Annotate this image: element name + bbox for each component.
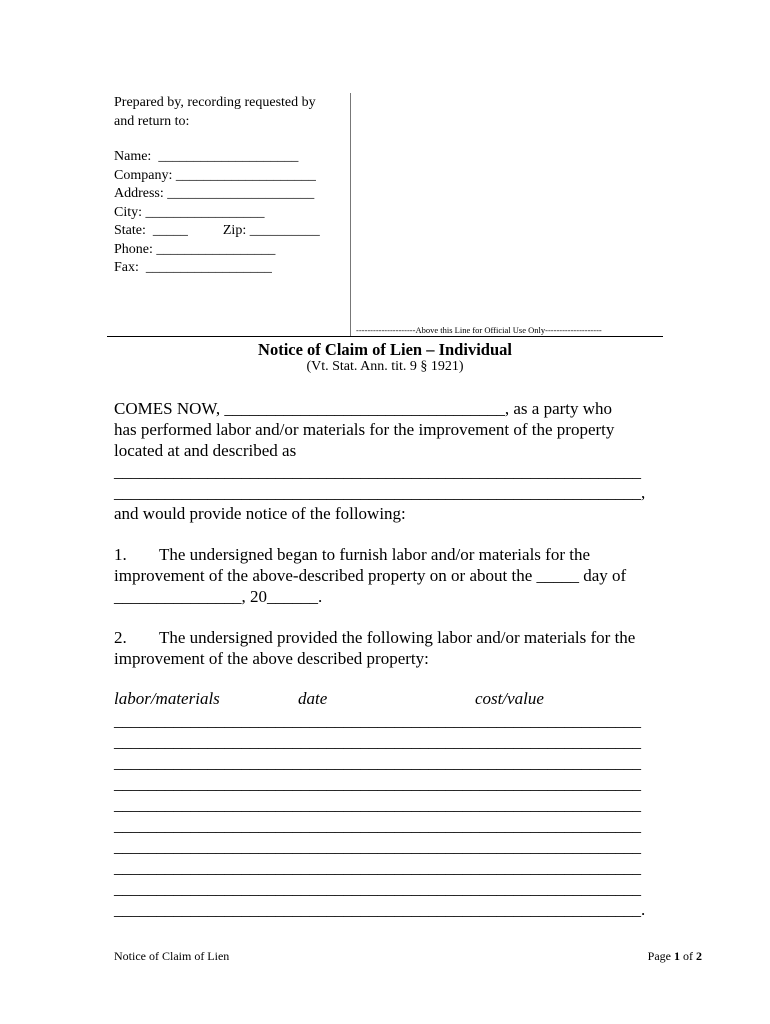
state-zip-field: State: _____ Zip: __________ bbox=[114, 223, 320, 238]
footer-title: Notice of Claim of Lien bbox=[114, 949, 230, 963]
item-2-number: 2. bbox=[114, 628, 127, 647]
company-field: Company: ____________________ bbox=[114, 167, 316, 183]
intro-line-1: COMES NOW, _________________________________, as a party who bbox=[114, 399, 613, 418]
item-1-line-1: The undersigned began to furnish labor and/or materials for the bbox=[159, 545, 591, 564]
official-use-line: ---------------------Above this Line for Official Use Only-------------------- bbox=[356, 325, 602, 335]
table-line: ______________________________________________________________ bbox=[114, 795, 641, 814]
table-line: ______________________________________________________________ bbox=[114, 732, 641, 751]
prepared-by-label: Prepared by, recording requested by bbox=[114, 95, 316, 110]
item-2-line-2: improvement of the above described property: bbox=[114, 649, 429, 668]
item-1-number: 1. bbox=[114, 545, 127, 564]
property-blank-1: ______________________________________________________________ bbox=[114, 462, 641, 481]
page-of: of bbox=[680, 949, 696, 963]
table-line: ______________________________________________________________ bbox=[114, 837, 641, 856]
column-cost-value: cost/value bbox=[475, 689, 544, 708]
item-1-line-3: _______________, 20______. bbox=[114, 587, 323, 606]
page-current: 1 bbox=[674, 949, 680, 963]
intro-line-3: located at and described as bbox=[114, 441, 297, 460]
table-line: ______________________________________________________________. bbox=[114, 900, 646, 919]
address-field: Address: _____________________ bbox=[114, 186, 315, 201]
intro-line-2: has performed labor and/or materials for the improvement of the property bbox=[114, 420, 615, 439]
column-labor-materials: labor/materials bbox=[114, 689, 220, 708]
page-prefix: Page bbox=[647, 949, 674, 963]
table-line: ______________________________________________________________ bbox=[114, 753, 641, 772]
table-line: ______________________________________________________________ bbox=[114, 879, 641, 898]
fax-field: Fax: __________________ bbox=[114, 260, 272, 275]
property-blank-2: ______________________________________________________________, bbox=[114, 483, 646, 502]
page-number bbox=[648, 949, 702, 964]
statute-citation: (Vt. Stat. Ann. tit. 9 § 1921) bbox=[306, 359, 464, 374]
table-line: ______________________________________________________________ bbox=[114, 858, 641, 877]
phone-field: Phone: _________________ bbox=[114, 241, 276, 257]
intro-line-4: and would provide notice of the following: bbox=[114, 504, 406, 523]
table-line: ______________________________________________________________ bbox=[114, 774, 641, 793]
header-divider-vertical bbox=[350, 93, 351, 336]
document-title: Notice of Claim of Lien – Individual bbox=[258, 340, 512, 359]
page-total: 2 bbox=[696, 949, 702, 963]
city-field: City: _________________ bbox=[114, 204, 265, 220]
header-divider-horizontal bbox=[107, 336, 663, 337]
item-2-line-1: The undersigned provided the following labor and/or materials for the bbox=[159, 628, 636, 647]
return-to-label: and return to: bbox=[114, 113, 190, 129]
table-line: ______________________________________________________________ bbox=[114, 816, 641, 835]
table-line: ______________________________________________________________ bbox=[114, 711, 641, 730]
column-date: date bbox=[298, 689, 328, 708]
name-field: Name: ____________________ bbox=[114, 149, 299, 164]
item-1-line-2: improvement of the above-described property on or about the _____ day of bbox=[114, 566, 627, 585]
